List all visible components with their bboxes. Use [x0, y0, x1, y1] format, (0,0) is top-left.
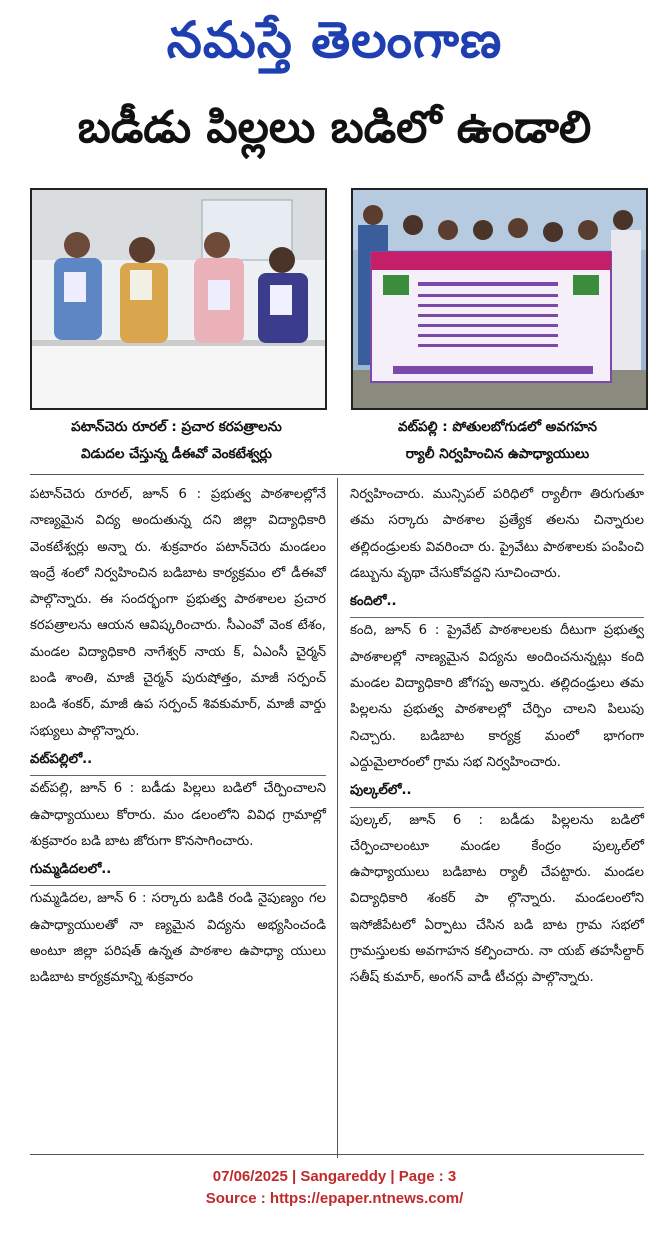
photo-right-caption [351, 414, 644, 468]
footer [0, 1166, 669, 1210]
article-column-right [350, 482, 644, 992]
footer-date-line: 07/06/2025 | Sangareddy | Page : 3 [212, 1168, 457, 1185]
photo-left-caption-line2: విడుదల చేస్తున్న డీఈవో వెంకటేశ్వర్లు [81, 446, 272, 462]
photo-right-caption-line2: ర్యాలీ నిర్వహించిన ఉపాధ్యాయులు [405, 446, 590, 462]
article-paragraph: కంది, జూన్ 6 : ప్రైవేట్ పాఠశాలలకు దీటుగా ప్రభుత్వ పాఠశాలల్లో నాణ్యమైన విద్యను అందించనున్నట్లు కంది మండల విద్యాధికారి జోగప్ప అన్నారు. తల్లిదండ్రులు తమ పిల్లలను ప్రభుత్వ పాఠశాలల్లో చేర్పిం చాలని పిలుపు నిచ్చారు. బడిబాట కార్యక్ర మంలో భాగంగా ఎద్దుమైలారంలో గ్రామ సభ నిర్వహించారు. [350, 617, 644, 776]
headline: బడీడు పిల్లలు బడిలో ఉండాలి [77, 102, 592, 153]
masthead-logo [0, 0, 669, 92]
article-paragraph: నిర్వహించారు. మున్సిపల్ పరిధిలో ర్యాలీగా తిరుగుతూ తమ సర్కారు పాఠశాల ప్రత్యేక తలను చిన్నారుల తల్లిదండ్రులకు వివరించా రు. ప్రైవేటు పాఠశాలకు పంపించి డబ్బును వృథా చేసుకోవద్దని సూచించారు. [350, 487, 644, 581]
masthead-title: నమస్తే తెలంగాణ [166, 10, 503, 69]
bottom-divider [30, 1154, 644, 1155]
photo-left [30, 188, 327, 410]
photo-left-caption [30, 414, 323, 468]
article-paragraph: పటాన్‌చెరు రూరల్, జూన్ 6 : ప్రభుత్వ పాఠశాలల్లోనే నాణ్యమైన విద్య అందుతున్న దని జిల్లా విద్యాధికారి వెంకటేశ్వర్లు అన్నా రు. శుక్రవారం పటాన్‌చెరు మండలం ఇంద్రే శంలో నిర్వహించిన బడిబాట కార్యక్రమం లో డీఈవో పాల్గొన్నారు. ఈ సందర్భంగా ప్రభుత్వ పాఠశాలల ప్రచార కరపత్రాలను ఆయన ఆవిష్కరించారు. సీఎంవో వెంక టేశం, మండల విద్యాధికారి నాగేశ్వర్ నాయ క్, ఏఎంసీ చైర్మన్ బండి శాంతి, మాజీ చైర్మన్ పురుషోత్తం, మాజీ సర్పంచ్ బండి శంకర్, మాజీ ఉప సర్పంచ్ శివకుమార్, మాజీ వార్డు సభ్యులు పాల్గొన్నారు. [30, 487, 326, 739]
article-paragraph: పుల్కల్, జూన్ 6 : బడీడు పిల్లలను బడిలో చేర్పించాలంటూ మండల కేంద్రం పుల్కల్‌లో ఉపాధ్యాయులు బడిబాట ర్యాలీ చేపట్టారు. మండల విద్యాధికారి శంకర్ పా ల్గొన్నారు. మండలంలోని ఇసోజీపేటలో ఏర్పాటు చేసిన బడి బాట గ్రామ సభలో గ్రామస్తులకు అవగాహన కల్పించారు. నా యబ్ తహసీల్దార్ సతీష్ కుమార్, అంగన్ వాడీ టీచర్లు పాల్గొన్నారు. [350, 807, 644, 992]
subheading-vatpalli: వట్‌పల్లిలో.. [30, 751, 93, 767]
photo-right-caption-line1: వట్‌పల్లి : పోతులబోగుడలో అవగహన [398, 419, 597, 435]
article-paragraph: గుమ్మడిదల, జూన్ 6 : సర్కారు బడికి రండి నైపుణ్యం గల ఉపాధ్యాయులతో నా ణ్యమైన విద్యను అభ్యసించండి అంటూ జిల్లా పరిషత్ ఉన్నత పాఠశాల ఉపాధ్యా యులు బడిబాట కార్యక్రమాన్ని శుక్రవారం [30, 885, 326, 991]
column-divider [337, 478, 338, 1158]
article-paragraph: వట్‌పల్లి, జూన్ 6 : బడీడు పిల్లలు బడిలో చేర్పించాలని ఉపాధ్యాయులు కోరారు. మం డలంలోని వివిధ గ్రామాల్లో శుక్రవారం బడి బాట జోరుగా కొనసాగించారు. [30, 775, 326, 855]
photo-left-illustration [32, 190, 325, 408]
subheading-pulkal: పుల్కల్‌లో.. [350, 783, 412, 799]
subheading-gummadidala: గుమ్మడిదలలో.. [30, 862, 112, 878]
article-column-left [30, 482, 326, 992]
photo-right [351, 188, 648, 410]
photo-left-caption-line1: పటాన్‌చెరు రూరల్ : ప్రచార కరపత్రాలను [71, 419, 282, 435]
subheading-kandi: కందిలో.. [350, 594, 397, 610]
footer-source-link[interactable]: Source : https://epaper.ntnews.com/ [205, 1190, 464, 1207]
photo-right-illustration [353, 190, 646, 408]
section-divider [30, 474, 644, 475]
